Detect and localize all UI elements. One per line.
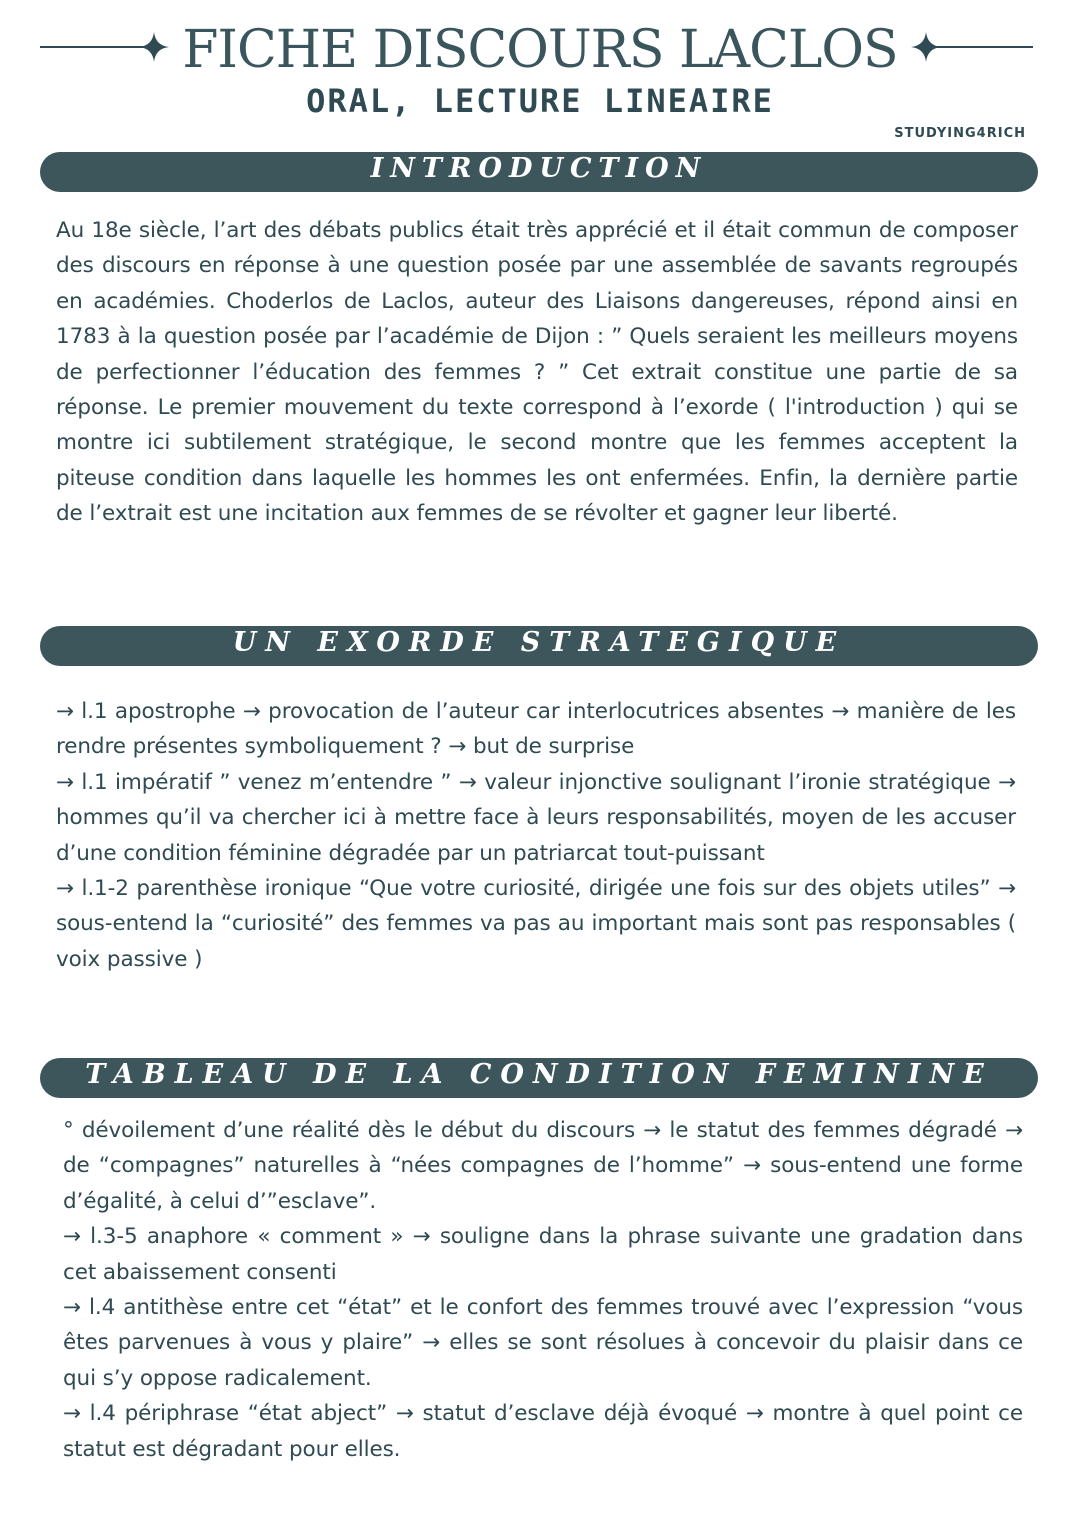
paragraph: Au 18e siècle, l’art des débats publics était très apprécié et il était commun de composer des discours en réponse à une question posée par une assemblée de savants regroupés en académies. Choderlos de Laclos, auteur des Liaisons dangereuses, répond ainsi en 1783 à la question posée par l’académie de Dijon : ” Quels seraient les meilleurs moyens de perfectionner l’éducation des femmes ? ” Cet extrait constitue une partie de sa réponse. Le premier mouvement du texte correspond à l’exorde ( l'introduction ) qui se montre ici subtilement stratégique, le second montre que les femmes acceptent la piteuse condition dans laquelle les hommes les ont enfermées. Enfin, la dernière partie de l’extrait est une incitation aux femmes de se révolter et gagner leur liberté. (56, 218, 1018, 527)
paragraph: → l.3-5 anaphore « comment » → souligne dans la phrase suivante une gradation dans cet abaissement consenti (63, 1224, 1023, 1285)
author-credit: STUDYING4RICH (894, 126, 1026, 141)
paragraph: → l.1 impératif ” venez m’entendre ” → valeur injonctive soulignant l’ironie stratégique → hommes qu’il va chercher ici à mettre face à leurs responsabilités, moyen de les accuser d’une condition féminine dégradée par un patriarcat tout-puissant (56, 769, 1016, 866)
section-heading: UN EXORDE STRATEGIQUE (232, 627, 846, 658)
paragraph: → l.1-2 parenthèse ironique “Que votre curiosité, dirigée une fois sur des objets utiles” → sous-entend la “curiosité” des femmes va pas au important mais sont pas responsables ( voix passive ) (56, 876, 1016, 972)
page-subtitle: ORAL, LECTURE LINEAIRE (306, 82, 774, 120)
section-banner-condition (40, 1058, 1038, 1098)
paragraph: ° dévoilement d’une réalité dès le début du discours → le statut des femmes dégradé → de “compagnes” naturelles à “nées compagnes de l’homme” → sous-entend une forme d’égalité, à celui d’”esclave”. (63, 1118, 1023, 1214)
paragraph: → l.4 périphrase “état abject” → statut d’esclave déjà évoqué → montre à quel point ce statut est dégradant pour elles. (63, 1401, 1023, 1462)
exorde-text (56, 694, 1016, 977)
introduction-text (56, 213, 1018, 532)
paragraph: → l.1 apostrophe → provocation de l’auteur car interlocutrices absentes → manière de les rendre présentes symboliquement ? → but de surprise (56, 699, 1016, 760)
page-title: FICHE DISCOURS LACLOS (182, 20, 898, 80)
section-heading: INTRODUCTION (370, 153, 708, 184)
section-heading: TABLEAU DE LA CONDITION FEMININE (85, 1059, 993, 1090)
section-banner-exorde (40, 626, 1038, 666)
section-banner-introduction (40, 152, 1038, 192)
paragraph: → l.4 antithèse entre cet “état” et le confort des femmes trouvé avec l’expression “vous êtes parvenues à vous y plaire” → elles se sont résolues à concevoir du plaisir dans ce qui s’y oppose radicalement. (63, 1295, 1023, 1391)
condition-text (63, 1113, 1023, 1467)
